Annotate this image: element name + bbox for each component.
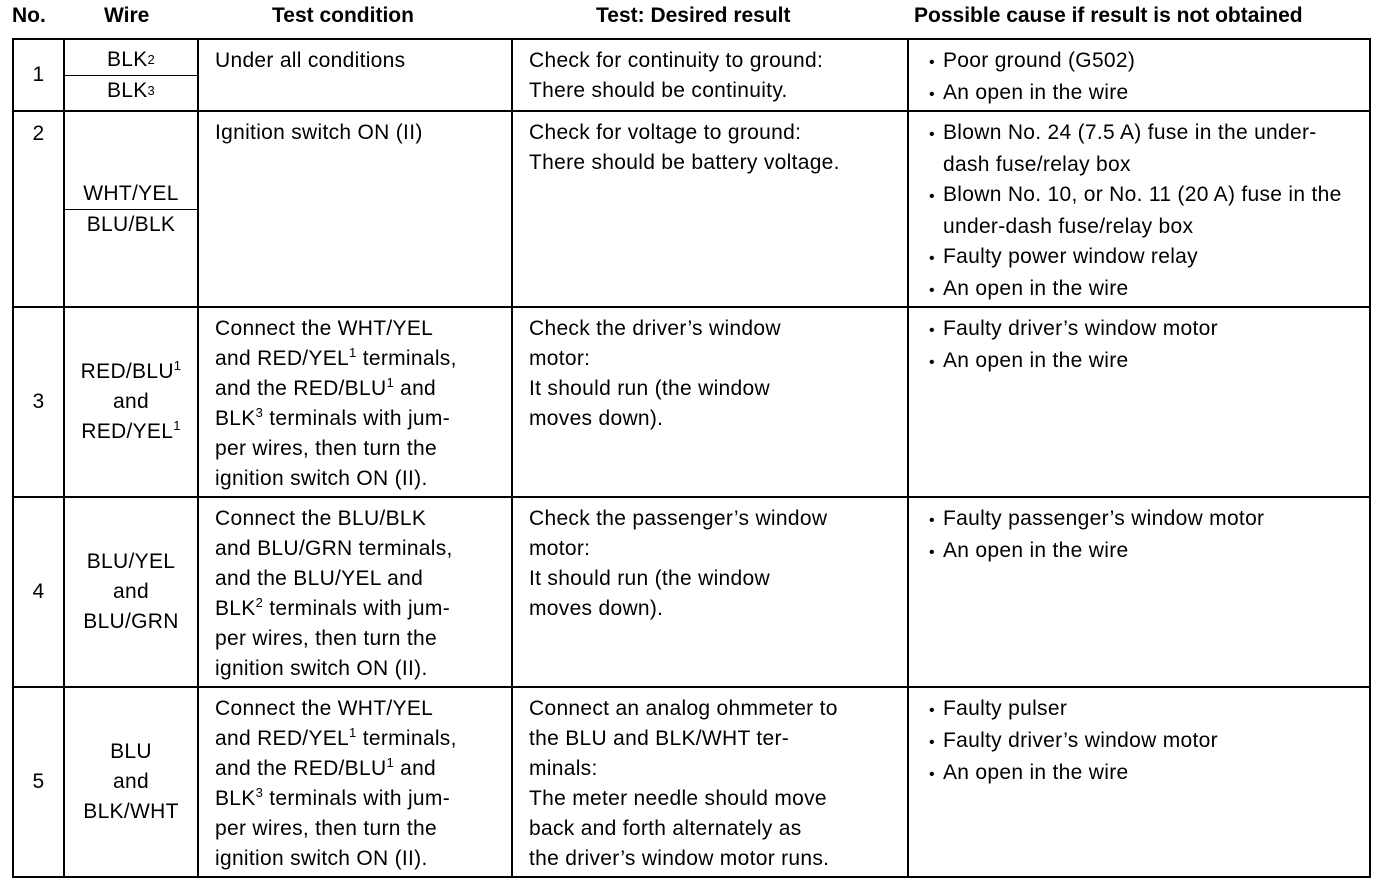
result-cell — [512, 307, 908, 497]
header-test-condition: Test condition — [272, 4, 414, 27]
cause-cell — [908, 687, 1370, 877]
table-row — [13, 687, 1370, 877]
table-row — [13, 307, 1370, 497]
cause-item: • An open in the wire — [929, 78, 1361, 110]
condition-line: ignition switch ON (II). — [215, 467, 428, 490]
row-number: 2 — [13, 111, 64, 307]
header-possible-cause: Possible cause if result is not obtained — [914, 4, 1303, 27]
result-cell — [512, 111, 908, 307]
condition-line: ignition switch ON (II). — [215, 657, 428, 680]
result-line: Check for continuity to ground: — [529, 49, 824, 72]
condition-line: per wires, then turn the — [215, 437, 437, 460]
wire-label: BLU/BLK — [65, 209, 197, 240]
condition-cell — [198, 111, 512, 307]
result-line: Connect an analog ohmmeter to — [529, 697, 838, 720]
condition-line: per wires, then turn the — [215, 817, 437, 840]
header-no: No. — [12, 4, 46, 27]
wire-label: and — [113, 580, 149, 603]
condition-line: Connect the BLU/BLK — [215, 507, 427, 530]
condition-line: and BLU/GRN terminals, — [215, 537, 453, 560]
condition-line: ignition switch ON (II). — [215, 847, 428, 870]
result-cell — [512, 497, 908, 687]
cause-item: • Blown No. 10, or No. 11 (20 A) fuse in the under-dash fuse/relay box — [929, 180, 1361, 242]
condition-cell — [198, 39, 512, 111]
wire-label: BLK/WHT — [83, 800, 179, 823]
cause-item: • Faulty passenger’s window motor — [929, 504, 1361, 536]
row-number: 5 — [13, 687, 64, 877]
table-row — [13, 111, 1370, 307]
cause-item: • Poor ground (G502) — [929, 46, 1361, 78]
cause-item: • An open in the wire — [929, 346, 1361, 378]
wire-label: RED/YEL$^1$ — [81, 418, 181, 443]
result-line: moves down). — [529, 407, 664, 430]
condition-line: and the RED/BLU$^1$ and — [215, 755, 437, 780]
result-line: motor: — [529, 537, 591, 560]
wire-cell — [64, 497, 198, 687]
cause-cell — [908, 39, 1370, 111]
result-cell — [512, 687, 908, 877]
result-line: minals: — [529, 757, 598, 780]
result-line: the BLU and BLK/WHT ter- — [529, 727, 790, 750]
row-number: 1 — [13, 39, 64, 111]
condition-line: Connect the WHT/YEL — [215, 317, 434, 340]
table-row — [13, 497, 1370, 687]
cause-item: • An open in the wire — [929, 536, 1361, 568]
header-desired-result: Test: Desired result — [596, 4, 791, 27]
result-line: back and forth alternately as — [529, 817, 802, 840]
condition-line: Ignition switch ON (II) — [215, 121, 423, 144]
wire-cell — [64, 111, 198, 307]
condition-line: and the RED/BLU$^1$ and — [215, 375, 437, 400]
result-line: motor: — [529, 347, 591, 370]
condition-line: Connect the WHT/YEL — [215, 697, 434, 720]
wire-cell — [64, 687, 198, 877]
cause-item: • Faulty driver’s window motor — [929, 726, 1361, 758]
cause-item: • Faulty pulser — [929, 694, 1361, 726]
cause-item: • An open in the wire — [929, 758, 1361, 790]
result-line: There should be battery voltage. — [529, 151, 840, 174]
wire-label: and — [113, 770, 149, 793]
condition-line: and the BLU/YEL and — [215, 567, 424, 590]
condition-cell — [198, 687, 512, 877]
cause-cell — [908, 111, 1370, 307]
wire-cell — [64, 307, 198, 497]
result-line: Check the driver’s window — [529, 317, 781, 340]
condition-line: and RED/YEL$^1$ terminals, — [215, 345, 457, 370]
condition-line: BLK$^3$ terminals with jum- — [215, 405, 450, 430]
troubleshooting-table — [12, 38, 1371, 878]
cause-item: • Faulty power window relay — [929, 242, 1361, 274]
table-row — [13, 39, 1370, 111]
wire-label: BLU/YEL — [86, 550, 176, 573]
wire-label: BLK 2 — [106, 47, 156, 71]
wire-label: WHT/YEL — [83, 181, 179, 205]
condition-cell — [198, 307, 512, 497]
wire-label: and — [113, 390, 149, 413]
header-wire: Wire — [104, 4, 150, 27]
result-line: Check the passenger’s window — [529, 507, 828, 530]
wire-label: BLU/GRN — [83, 610, 179, 633]
result-line: It should run (the window — [529, 377, 770, 400]
condition-cell — [198, 497, 512, 687]
cause-item: • Faulty driver’s window motor — [929, 314, 1361, 346]
cause-cell — [908, 497, 1370, 687]
wire-label: RED/BLU$^1$ — [80, 358, 182, 383]
result-line: the driver’s window motor runs. — [529, 847, 830, 870]
result-cell — [512, 39, 908, 111]
condition-line: Under all conditions — [215, 49, 406, 72]
cause-cell — [908, 307, 1370, 497]
result-line: There should be continuity. — [529, 79, 788, 102]
condition-line: BLK$^2$ terminals with jum- — [215, 595, 450, 620]
result-line: The meter needle should move — [529, 787, 827, 810]
condition-line: and RED/YEL$^1$ terminals, — [215, 725, 457, 750]
condition-line: per wires, then turn the — [215, 627, 437, 650]
row-number: 3 — [13, 307, 64, 497]
result-line: It should run (the window — [529, 567, 770, 590]
result-line: Check for voltage to ground: — [529, 121, 802, 144]
wire-label: BLK 3 — [65, 75, 197, 106]
cause-item: • An open in the wire — [929, 274, 1361, 306]
result-line: moves down). — [529, 597, 664, 620]
cause-item: • Blown No. 24 (7.5 A) fuse in the under-dash fuse/relay box — [929, 118, 1361, 180]
wire-cell — [64, 39, 198, 111]
wire-label: BLU — [110, 740, 152, 763]
row-number: 4 — [13, 497, 64, 687]
condition-line: BLK$^3$ terminals with jum- — [215, 785, 450, 810]
